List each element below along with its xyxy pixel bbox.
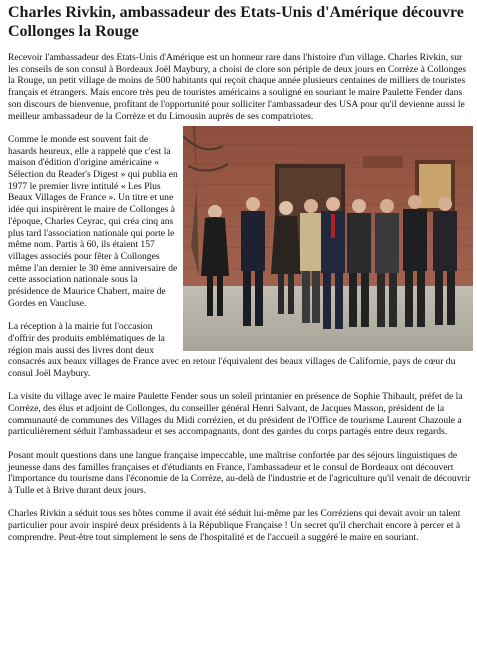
paragraph-1: Recevoir l'ambassadeur des Etats-Unis d'Amérique est un honneur rare dans l'histoire d'un village. Charles Rivkin, sur les conseils de son consul à Bordeaux Joël Maybury, a choisi de clore son périple de deux jours en Corrèze à Collonges la Rouge, un petit village de moins de 500 habitants qui reçoit chaque année plusieurs centaines de milliers de touristes français et étrangers. Mais encore très peu de touristes américains a souligné en souriant le maire Paulette Fender dans son discours de bienvenue, profitant de l'opportunité pour solliciter l'ambassadeur des USA pour qu'il devienne aussi le meilleur ambassadeur de la Corrèze et du Limousin auprès de ses compatriotes. — [8, 52, 467, 122]
article — [8, 4, 473, 543]
article-title: Charles Rivkin, ambassadeur des Etats-Unis d'Amérique découvre Collonges la Rouge — [8, 4, 464, 40]
paragraph-4: La visite du village avec le maire Paulette Fender sous un soleil printanier en présence de Sophie Thibault, préfet de la Corrèze, des élus et adjoint de Collonges, du conseiller général Henri Salvant, de Jacques Masson, président de la communauté de communes des Villages du Midi corrézien, et du président de l'Office de tourisme Laurent Chazoule a particulièrement séduit l'ambassadeur et ses accompagnants, dont des gardes du corps partagés entre deux regards. — [8, 391, 463, 438]
paragraph-3: La réception à la mairie fut l'occasion d'offrir des produits emblématiques de la région mais aussi des livres dont deux consacrés aux beaux villages de France avec en retour l'équivalent des beaux villages de Californie, pays de cœur du consul Joël Maybury. — [8, 321, 456, 379]
paragraph-5: Posant moult questions dans une langue française impeccable, une maîtrise confortée par des séjours linguistiques de jeunesse dans des familles françaises et d'étudiants en France, l'ambassadeur et le consul de Bordeaux ont découvert l'importance du tourisme dans l'économie de la Corrèze, au-delà de l'industrie et de l'agriculture qu'il venait de découvrir à Tulle et à Brive durant deux jours. — [8, 449, 471, 496]
group-photo-image — [183, 126, 473, 351]
paragraph-2: Comme le monde est souvent fait de hasards heureux, elle a rappelé que c'est la maison d'édition d'origine américaine « Sélection du Reader's Digest » qui publia en 1977 le premier livre intitulé « Les Plus Beaux Villages de France ». Un titre et une idée qui inspirèrent le maire de Collonges à l'époque, Charles Ceyrac, qui créa cinq ans plus tard l'association nationale qui porte le même nom. Partis à 60, ils étaient 157 villages associés pour fêter à Collonges même l'an dernier le 30 ème anniversaire de cette association nationale sous la présidence de Maurice Chabert, maire de Gordes en Vaucluse. — [8, 133, 178, 309]
paragraph-6: Charles Rivkin a séduit tous ses hôtes comme il avait été séduit lui-même par les Corréziens qui devait avoir un talent particulier pour avoir inspiré deux présidents à la République Française ! Un secret qu'il cherchait encore à percer et à comprendre. Peut-être tout simplement le sens de l'hospitalité et de l'accueil a suggéré le maire en souriant. — [8, 508, 461, 543]
group-photo — [183, 126, 473, 351]
